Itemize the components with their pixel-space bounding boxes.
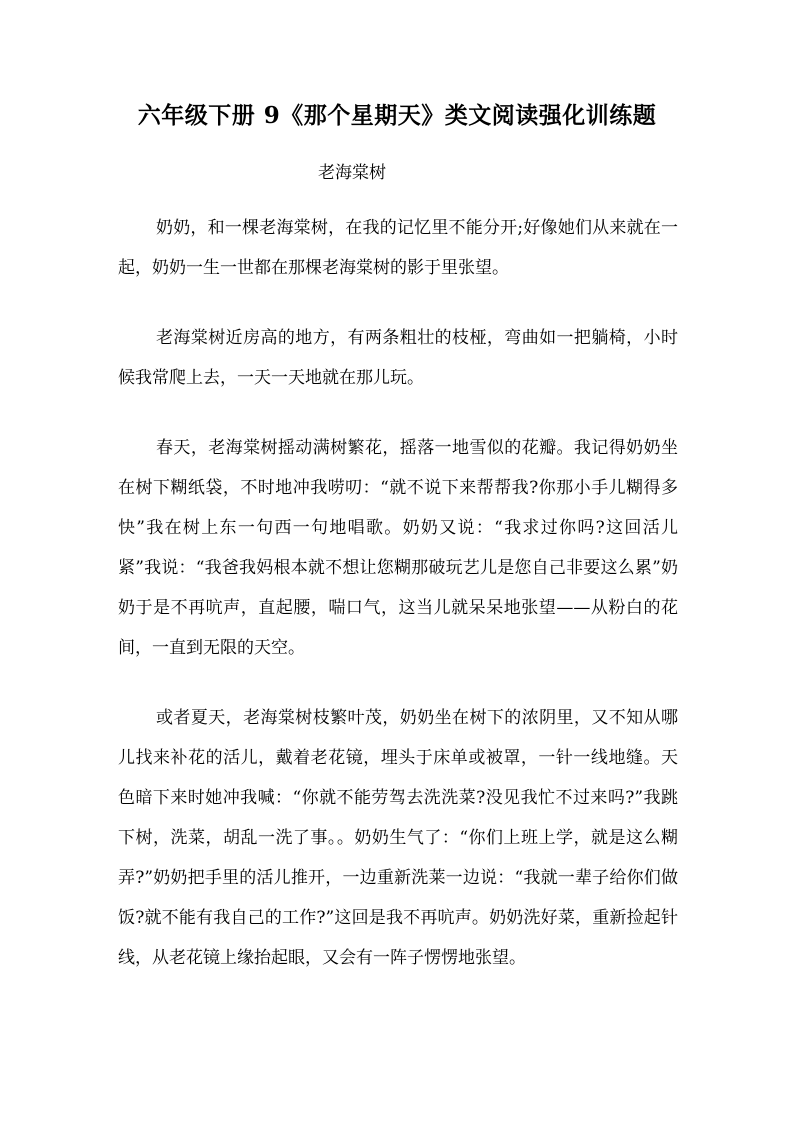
paragraph-2: 老海棠树近房高的地方，有两条粗壮的枝桠，弯曲如一把躺椅，小时候我常爬上去，一天一天地就在那儿玩。	[118, 328, 678, 388]
article-title: 老海棠树	[318, 163, 386, 183]
paragraph-3: 春天，老海棠树摇动满树繁花，摇落一地雪似的花瓣。我记得奶奶坐在树下糊纸袋，不时地冲我唠叨：“就不说下来帮帮我?你那小手儿糊得多快”我在树上东一句西一句地唱歌。奶奶又说：“我求过你吗?这回活儿紧”我说：“我爸我妈根本就不想让您糊那破玩艺儿是您自己非要这么累”奶奶于是不再吭声，直起腰，喘口气，这当儿就呆呆地张望——从粉白的花间，一直到无限的天空。	[118, 438, 678, 658]
paragraph-4: 或者夏天，老海棠树枝繁叶茂，奶奶坐在树下的浓阴里，又不知从哪儿找来补花的活儿，戴着老花镜，埋头于床单或被罩，一针一线地缝。天色暗下来时她冲我喊：“你就不能劳驾去洗洗菜?没见我忙不过来吗?”我跳下树，洗菜，胡乱一洗了事。。奶奶生气了：“你们上班上学，就是这么糊弄?”奶奶把手里的活儿推开，一边重新洗莱一边说：“我就一辈子给你们做饭?就不能有我自己的工作?”这回是我不再吭声。奶奶洗好菜，重新捡起针线，从老花镜上缘抬起眼，又会有一阵子愣愣地张望。	[118, 708, 678, 968]
article-body	[118, 208, 678, 1008]
paragraph-1: 奶奶，和一棵老海棠树，在我的记忆里不能分开;好像她们从来就在一起，奶奶一生一世都在那棵老海棠树的影于里张望。	[118, 218, 678, 278]
document-title: 六年级下册 9《那个星期天》类文阅读强化训练题	[137, 102, 657, 129]
